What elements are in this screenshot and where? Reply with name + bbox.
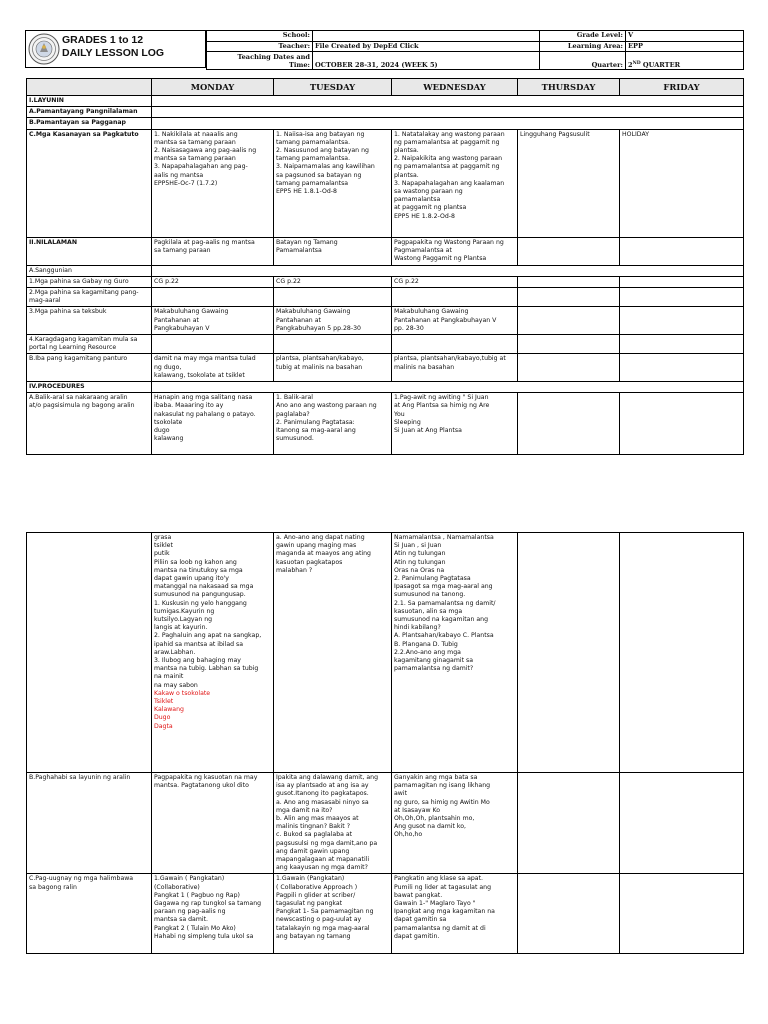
text-line: EPP5HE-Oc-7 (1.7.2)	[154, 179, 218, 187]
text-line: Pangkatin ang klase sa apat.	[394, 875, 483, 883]
row-label: A.Sanggunian	[27, 265, 152, 276]
cell-tuesday	[274, 874, 392, 954]
text-line: awit	[394, 790, 407, 798]
row-label: B.Paghahabi sa layunin ng aralin	[27, 773, 152, 874]
text-line: 2. Paghaluin ang apat na sangkap,	[154, 632, 262, 640]
text-line: mantsa. Pagtatanong ukol dito	[154, 782, 249, 790]
row-teksbuk	[27, 307, 744, 335]
cell-wednesday	[392, 533, 518, 773]
row-label: II.NILALAMAN	[27, 237, 152, 265]
text-line: plantsa, plantsahan/kabayo,tubig at	[394, 355, 506, 363]
text-line: C.Pag-uugnay ng mga halimbawa	[29, 875, 134, 883]
school-value	[313, 31, 540, 42]
text-line: mantsa sa damit.	[154, 916, 208, 924]
text-line: Pangkat 1 ( Pagbuo ng Rap)	[154, 891, 240, 899]
row-label: 1.Mga pahina sa Gabay ng Guro	[27, 276, 152, 287]
text-line: kasuotan, alin sa mga	[394, 607, 463, 615]
text-line: 1.Gawain (Pangkatan)	[276, 875, 345, 883]
text-line: ipahid sa mantsa at ibilad sa	[154, 640, 244, 648]
text-line: Batayan ng Tamang	[276, 238, 338, 246]
text-line: dugo	[154, 427, 170, 435]
quarter-value: 2ND QUARTER	[626, 52, 744, 70]
text-line: Gawain 1-" Maglaro Tayo "	[394, 900, 476, 908]
text-line: Pumili ng lider at tagasulat ang	[394, 883, 492, 891]
text-line: Atin ng tulungan	[394, 558, 446, 566]
row-paghahabi	[27, 773, 744, 874]
cell-tuesday	[274, 393, 392, 455]
text-line: 2. Panimulang Pagtatasa:	[276, 418, 355, 426]
text-line: 2. Panimulang Pagtatasa	[394, 575, 471, 583]
text-line: hindi kabilang?	[394, 624, 441, 632]
day-header-monday: MONDAY	[152, 79, 274, 96]
text-line: 1. Balik-aral	[276, 394, 314, 402]
row-label	[27, 393, 152, 455]
text-line: na mainit	[154, 673, 184, 681]
text-line: ng pamamalantsa at paggamit ng	[394, 163, 500, 171]
row-karagdagang-kagamitan	[27, 335, 744, 354]
text-line: araw.Labhan.	[154, 648, 196, 656]
cell-monday: CG p.22	[152, 276, 274, 287]
text-line: isa ay plantsado at ang isa ay	[276, 782, 369, 790]
grade-level-label: Grade Level:	[540, 31, 626, 42]
text-line: sa bagong ralin	[29, 883, 77, 891]
text-line: Ipakita ang dalawang damit, ang	[276, 774, 379, 781]
cell-monday	[152, 237, 274, 265]
text-line: A.Balik-aral sa nakaraang aralin	[29, 394, 128, 402]
teacher-value: File Created by DepEd Click	[313, 41, 540, 52]
text-line: 1. Nakikilala at naaalis ang	[154, 130, 238, 138]
text-line: 1. Natatalakay ang wastong paraan	[394, 130, 505, 138]
text-line: Pamamalantsa	[276, 246, 322, 254]
school-label: School:	[207, 31, 313, 42]
text-line: Dugo	[154, 714, 171, 722]
text-line: Makabuluhang Gawaing	[154, 308, 229, 316]
cell-wednesday	[392, 129, 518, 237]
text-line: aalis ng mantsa	[154, 171, 204, 179]
monday-answer-list	[154, 690, 271, 731]
text-line: EPP5 HE 1.8.1-Od-8	[276, 188, 337, 196]
text-line: ng dugo,	[154, 363, 182, 371]
text-line: ang damit gawin upang	[276, 847, 350, 855]
text-line: Sleeping	[394, 418, 421, 426]
text-line: Piliin sa loob ng kahon ang	[154, 558, 237, 566]
text-line: ng pamamalantsa at paggamit ng	[394, 138, 500, 146]
text-line: paglalaba?	[276, 410, 310, 418]
text-line: grasa	[154, 534, 172, 541]
text-line: tsiklet	[154, 542, 173, 550]
text-line: Pantahanan at	[276, 316, 321, 324]
text-line: sumusunod na pangungusap.	[154, 591, 246, 599]
text-line: at Isasayaw Ko	[394, 806, 441, 814]
text-line: (Collaborative)	[154, 883, 200, 891]
text-line: plantsa.	[394, 147, 419, 155]
text-line: putik	[154, 550, 170, 558]
text-line: ang kaayusan ng mga damit?	[276, 864, 368, 872]
cell-wednesday	[392, 393, 518, 455]
text-line: b. Alin ang mas maayos at	[276, 815, 359, 823]
text-line: kutsilyo.Lagyan ng	[154, 616, 213, 624]
row-label: B.Iba pang kagamitang panturo	[27, 354, 152, 382]
text-line: 2.2.Ano-ano ang mga	[394, 648, 461, 656]
text-line: Tsiklet	[154, 698, 174, 706]
text-line: at Ang Plantsa sa himig ng Are	[394, 402, 490, 410]
cell-tuesday	[274, 129, 392, 237]
text-line: 2.1. Sa pamamalantsa ng damit/	[394, 599, 496, 607]
cell-wednesday: CG p.22	[392, 276, 518, 287]
text-line: tsokolate	[154, 418, 183, 426]
text-line: bawat pangkat.	[394, 891, 443, 899]
cell-wednesday	[392, 874, 518, 954]
row-pamantayan-sa-pagganap	[27, 118, 744, 129]
text-line: malabhan ?	[276, 566, 313, 574]
text-line: matanggal na nakasaad sa mga	[154, 583, 254, 591]
text-line: 2. Nasusunod ang batayan ng	[276, 147, 369, 155]
text-line: Oras na Oras na	[394, 566, 445, 574]
text-line: malinis na basahan	[394, 363, 455, 371]
text-line: nakasulat ng pahalang o patayo.	[154, 410, 256, 418]
text-line: plantsa, plantsahan/kabayo,	[276, 355, 364, 363]
text-line: Dagta	[154, 722, 173, 730]
cell-thursday: Lingguhang Pagsusulit	[518, 129, 620, 237]
text-line: Kakaw o tsokolate	[154, 689, 211, 697]
lesson-log-table-page-2	[26, 532, 744, 954]
deped-seal-icon	[28, 32, 60, 66]
text-line: You	[394, 410, 405, 418]
cell-wednesday	[392, 773, 518, 874]
text-line: Hahabi ng simpleng tula ukol sa	[154, 932, 254, 940]
cell-monday	[152, 773, 274, 874]
cell-tuesday	[274, 354, 392, 382]
cell-tuesday	[274, 307, 392, 335]
text-line: malinis tingnan? Bakit ?	[276, 823, 350, 831]
text-line: pamamalantsa ng damit at di	[394, 924, 486, 932]
text-line: tubig at malinis na basahan	[276, 363, 363, 371]
text-line: sumusunod na tanong.	[394, 591, 466, 599]
text-line: at paggamit ng plantsa	[394, 204, 467, 212]
learning-area-value: EPP	[626, 41, 744, 52]
text-line: tamang pamamalantsa.	[276, 155, 351, 163]
text-line: a. Ano ang masasabi ninyo sa	[276, 798, 369, 806]
text-line: sumusunod na kagamitan ang	[394, 616, 488, 624]
text-line: B. Plangana D. Tubig	[394, 640, 458, 648]
cell-friday: HOLIDAY	[620, 129, 744, 237]
text-line: 3. Ilubog ang bahaging may	[154, 657, 241, 665]
text-line: Oh,Oh,Oh, plantsahin mo,	[394, 815, 475, 823]
text-line: Itanong sa mag-aaral ang	[276, 427, 356, 435]
text-line: Gagawa ng rap tungkol sa tamang	[154, 900, 262, 908]
text-line: sumusunod.	[276, 435, 314, 443]
text-line: mag-aaral	[29, 297, 61, 305]
text-line: 1.Gawain ( Pangkatan)	[154, 875, 225, 883]
text-line: mga damit na ito?	[276, 806, 333, 814]
text-line: ang batayan ng tamang	[276, 932, 351, 940]
section-row-layunin	[27, 96, 744, 107]
row-iba-pang-kagamitan	[27, 354, 744, 382]
grade-level-value: V	[626, 31, 744, 42]
section-row-procedures	[27, 382, 744, 393]
text-line: Hanapin ang mga salitang nasa	[154, 394, 253, 402]
text-line: 2. Naisasagawa ang pag-aalis ng	[154, 147, 257, 155]
teaching-dates-label: Teaching Dates and Time:	[207, 52, 313, 70]
corner-cell	[27, 79, 152, 96]
text-line: Pangkabuhayan 5 pp.28-30	[276, 324, 361, 332]
text-line: Pagpili n glider at scriber/	[276, 891, 356, 899]
monday-activity-text	[154, 534, 271, 690]
text-line: gawin upang maging mas	[276, 542, 357, 550]
text-line: Pagpapakita ng kasuotan na may	[154, 774, 258, 781]
text-line: Ipangkat ang mga kagamitan na	[394, 908, 495, 916]
text-line: ( Collaborative Approach )	[276, 883, 358, 891]
row-sanggunian	[27, 265, 744, 276]
text-line: Pantahanan at Pangkabuhayan V	[394, 316, 497, 324]
text-line: paraan ng pag-aalis ng	[154, 908, 226, 916]
row-label: A.Pamantayang Pangnilalaman	[27, 107, 152, 118]
text-line: sa tamang paraan	[154, 246, 211, 254]
text-line: c. Bukod sa paglalaba at	[276, 831, 353, 839]
text-line: Pangkabuhayan V	[154, 324, 210, 332]
text-line: gusot.Itanong ito pagkatapos.	[276, 790, 369, 798]
text-line: Oh,ho,ho	[394, 831, 423, 839]
text-line: tumigas.Kayurin ng	[154, 607, 215, 615]
row-label: B.Pamantayan sa Pagganap	[27, 118, 152, 129]
text-line: Pagmamalantsa at	[394, 246, 452, 254]
cell-monday	[152, 354, 274, 382]
text-line: na may sabon	[154, 681, 198, 689]
text-line: kagamitang ginagamit sa	[394, 657, 473, 665]
row-label	[27, 874, 152, 954]
cell-wednesday	[392, 237, 518, 265]
row-mga-kasanayan	[27, 129, 744, 237]
row-balik-aral	[27, 393, 744, 455]
title-line-2: DAILY LESSON LOG	[62, 47, 165, 59]
day-header-tuesday: TUESDAY	[274, 79, 392, 96]
text-line: pp. 28-30	[394, 324, 424, 332]
text-line: 3. Napapahalagahan ang pag-	[154, 163, 248, 171]
day-header-thursday: THURSDAY	[518, 79, 620, 96]
day-header-row	[27, 79, 744, 96]
text-line: Makabuluhang Gawaing	[394, 308, 469, 316]
text-line: 3. Naipamamalas ang kawilihan	[276, 163, 375, 171]
row-nilalaman	[27, 237, 744, 265]
text-line: maganda at maayos ang ating	[276, 550, 371, 558]
cell-tuesday: CG p.22	[274, 276, 392, 287]
cell-tuesday	[274, 533, 392, 773]
text-line: Pagpapakita ng Wastong Paraan ng	[394, 238, 504, 246]
cell-monday	[152, 129, 274, 237]
text-line: plantsa.	[394, 171, 419, 179]
text-line: Si Juan , si Juan	[394, 542, 442, 550]
text-line: 4.Karagdagang kagamitan mula sa	[29, 336, 138, 344]
learning-area-label: Learning Area:	[540, 41, 626, 52]
row-balik-aral-continued	[27, 533, 744, 773]
text-line: Makabuluhang Gawaing	[276, 308, 351, 316]
text-line: dapat gawin upang ito'y	[154, 575, 229, 583]
cell-tuesday	[274, 773, 392, 874]
text-line: 1.Pag-awit ng awiting " Si Juan	[394, 394, 489, 402]
text-line: Pagkilala at pag-aalis ng mantsa	[154, 238, 255, 246]
title-block	[25, 30, 206, 68]
row-gabay-ng-guro	[27, 276, 744, 287]
text-line: pagsusulsi ng mga damit,ano pa	[276, 839, 378, 847]
text-line: Pangkat 1- Sa pamamagitan ng	[276, 908, 374, 916]
text-line: ibaba. Maaaring ito ay	[154, 402, 224, 410]
text-line: pamamagitan ng isang likhang	[394, 782, 491, 790]
text-line: pamamalantsa	[394, 196, 441, 204]
teacher-label: Teacher:	[207, 41, 313, 52]
text-line: pamamalantsa ng damit?	[394, 665, 474, 673]
row-pag-uugnay	[27, 874, 744, 954]
text-line: Kalawang	[154, 706, 184, 714]
cell-monday	[152, 393, 274, 455]
text-line: a. Ano-ano ang dapat nating	[276, 534, 365, 541]
text-line: tatalakayin ng mga mag-aaral	[276, 924, 370, 932]
text-line: mapangalagaan at mapanatili	[276, 856, 370, 864]
cell-monday	[152, 874, 274, 954]
text-line: dapat gamitin.	[394, 932, 440, 940]
section-label-procedures: IV.PROCEDURES	[27, 382, 152, 393]
text-line: ng guro, sa himig ng Awitin Mo	[394, 798, 490, 806]
text-line: mantsa sa tamang paraan	[154, 138, 236, 146]
text-line: 1. Naiisa-isa ang batayan ng	[276, 130, 365, 138]
row-pamantayang-pangnilalaman	[27, 107, 744, 118]
row-label	[27, 335, 152, 354]
text-line: kalawang	[154, 435, 184, 443]
text-line: Namamalantsa , Namamalantsa	[394, 534, 494, 541]
text-line: tagasulat ng pangkat	[276, 900, 343, 908]
text-line: kasuotan pagkatapos	[276, 558, 343, 566]
cell-monday	[152, 533, 274, 773]
text-line: damit na may mga mantsa tulad	[154, 355, 256, 363]
text-line: Ipasagot sa mga mag-aaral ang	[394, 583, 493, 591]
text-line: 2. Naipakikita ang wastong paraan	[394, 155, 502, 163]
text-line: portal ng Learning Resource	[29, 344, 117, 352]
text-line: newscasting o pag-uulat ay	[276, 916, 362, 924]
text-line: at/o pagsisimula ng bagong aralin	[29, 402, 135, 410]
quarter-label: Quarter:	[540, 52, 626, 70]
title-line-1: GRADES 1 to 12	[62, 34, 144, 46]
cell-wednesday	[392, 354, 518, 382]
text-line: mantsa sa tamang paraan	[154, 155, 236, 163]
text-line: mantsa na tubig. Labhan sa tubig	[154, 665, 259, 673]
text-line: A. Plantsahan/kabayo C. Plantsa	[394, 632, 494, 640]
text-line: 1. Kuskusin ng yelo hanggang	[154, 599, 247, 607]
teaching-dates-value: OCTOBER 28-31, 2024 (WEEK 5)	[313, 52, 540, 70]
text-line: Pangkat 2 ( Tulain Mo Ako)	[154, 924, 236, 932]
row-label: C.Mga Kasanayan sa Pagkatuto	[27, 129, 152, 237]
row-label: 3.Mga pahina sa teksbuk	[27, 307, 152, 335]
row-kagamitang-pang-mag-aaral	[27, 288, 744, 307]
text-line: langis at kayurin.	[154, 624, 208, 632]
text-line: tamang pamamalantsa	[276, 179, 349, 187]
text-line: 3. Napapahalagahan ang kaalaman	[394, 179, 505, 187]
text-line: sa pagsunod sa batayan ng	[276, 171, 362, 179]
text-line: dapat gamitin sa	[394, 916, 447, 924]
section-label-layunin: I.LAYUNIN	[27, 96, 152, 107]
text-line: Pantahanan at	[154, 316, 199, 324]
text-line: Ano ano ang wastong paraan ng	[276, 402, 377, 410]
lesson-log-table-page-1	[26, 78, 744, 455]
text-line: Wastong Paggamit ng Plantsa	[394, 255, 487, 263]
text-line: tamang pamamalantsa.	[276, 138, 351, 146]
day-header-wednesday: WEDNESDAY	[392, 79, 518, 96]
cell-tuesday	[274, 237, 392, 265]
text-line: EPP5 HE 1.8.2-Od-8	[394, 212, 455, 220]
day-header-friday: FRIDAY	[620, 79, 744, 96]
header-info-table	[206, 30, 744, 70]
row-label	[27, 288, 152, 307]
text-line: Atin ng tulungan	[394, 550, 446, 558]
text-line: Ang gusot na damit ko,	[394, 823, 466, 831]
text-line: 2.Mga pahina sa kagamitang pang-	[29, 289, 139, 297]
text-line: Ganyakin ang mga bata sa	[394, 774, 478, 781]
text-line: mantsa na tinutukoy sa mga	[154, 566, 243, 574]
text-line: sa wastong paraan ng	[394, 188, 463, 196]
document-title	[62, 34, 164, 60]
cell-monday	[152, 307, 274, 335]
text-line: Si Juan at Ang Plantsa	[394, 427, 462, 435]
cell-wednesday	[392, 307, 518, 335]
text-line: kalawang, tsokolate at tsiklet	[154, 371, 245, 379]
